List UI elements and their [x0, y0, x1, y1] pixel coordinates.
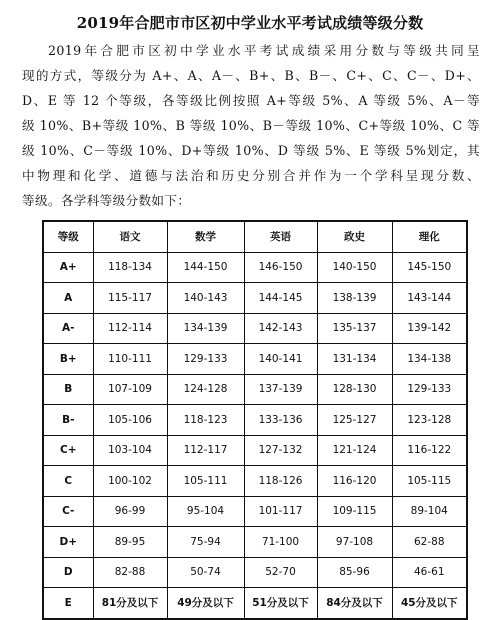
english-score-cell: 71-100 [244, 527, 317, 558]
chinese-score-cell: 112-114 [93, 313, 167, 344]
header-english: 英语 [244, 221, 317, 252]
chinese-score-cell: 89-95 [93, 527, 167, 558]
intro-line: 级 10%、B+等级 10%、B 等级 10%、B－等级 10%、C+等级 10%、C 等 [22, 118, 480, 133]
header-math: 数学 [167, 221, 244, 252]
politics-history-score-cell: 128-130 [317, 374, 392, 405]
physics-chemistry-score-cell: 116-122 [392, 435, 467, 466]
header-politics-history: 政史 [317, 221, 392, 252]
grade-cell: C [43, 466, 93, 497]
english-score-cell: 142-143 [244, 313, 317, 344]
table-row [43, 405, 467, 436]
math-score-cell: 144-150 [167, 252, 244, 283]
intro-line: 等级。各学科等级分数如下： [22, 193, 191, 208]
grade-cell: D [43, 557, 93, 588]
politics-history-score-cell: 138-139 [317, 283, 392, 314]
english-score-cell: 118-126 [244, 466, 317, 497]
physics-chemistry-score-cell: 139-142 [392, 313, 467, 344]
intro-line: 2019年合肥市区初中学业水平考试成绩采用分数与等级共同呈 [48, 43, 480, 58]
chinese-score-cell: 118-134 [93, 252, 167, 283]
politics-history-score-cell: 84分及以下 [317, 588, 392, 619]
physics-chemistry-score-cell: 123-128 [392, 405, 467, 436]
chinese-score-cell: 105-106 [93, 405, 167, 436]
physics-chemistry-score-cell: 89-104 [392, 496, 467, 527]
chinese-score-cell: 82-88 [93, 557, 167, 588]
english-score-cell: 133-136 [244, 405, 317, 436]
physics-chemistry-score-cell: 145-150 [392, 252, 467, 283]
politics-history-score-cell: 121-124 [317, 435, 392, 466]
header-chinese: 语文 [93, 221, 167, 252]
grade-cell: C- [43, 496, 93, 527]
english-score-cell: 146-150 [244, 252, 317, 283]
table-row [43, 557, 467, 588]
english-score-cell: 52-70 [244, 557, 317, 588]
intro-line: 现的方式，等级分为 A+、A、A－、B+、B、B－、C+、C、C－、D+、 [22, 68, 480, 83]
grade-cell: D+ [43, 527, 93, 558]
grade-cell: C+ [43, 435, 93, 466]
chinese-score-cell: 81分及以下 [93, 588, 167, 619]
intro-line: 级 10%、C－等级 10%、D+等级 10%、D 等级 5%、E 等级 5%划定，其 [22, 143, 480, 158]
grade-cell: A [43, 283, 93, 314]
table-body [43, 252, 467, 619]
chinese-score-cell: 103-104 [93, 435, 167, 466]
grade-cell: B+ [43, 344, 93, 375]
english-score-cell: 51分及以下 [244, 588, 317, 619]
english-score-cell: 127-132 [244, 435, 317, 466]
politics-history-score-cell: 85-96 [317, 557, 392, 588]
intro-line: D、E 等 12 个等级，各等级比例按照 A+等级 5%、A 等级 5%、A－等 [22, 93, 480, 108]
grade-cell: A+ [43, 252, 93, 283]
table-row [43, 252, 467, 283]
politics-history-score-cell: 135-137 [317, 313, 392, 344]
table-row [43, 588, 467, 619]
chinese-score-cell: 100-102 [93, 466, 167, 497]
math-score-cell: 124-128 [167, 374, 244, 405]
physics-chemistry-score-cell: 62-88 [392, 527, 467, 558]
chinese-score-cell: 96-99 [93, 496, 167, 527]
intro-line: 中物理和化学、道德与法治和历史分别合并作为一个学科呈现分数、 [22, 168, 480, 183]
math-score-cell: 134-139 [167, 313, 244, 344]
table-header-row [43, 221, 467, 252]
table-row [43, 313, 467, 344]
physics-chemistry-score-cell: 46-61 [392, 557, 467, 588]
math-score-cell: 140-143 [167, 283, 244, 314]
physics-chemistry-score-cell: 129-133 [392, 374, 467, 405]
math-score-cell: 118-123 [167, 405, 244, 436]
physics-chemistry-score-cell: 105-115 [392, 466, 467, 497]
grade-cell: E [43, 588, 93, 619]
grade-cell: B- [43, 405, 93, 436]
table-row [43, 374, 467, 405]
chinese-score-cell: 110-111 [93, 344, 167, 375]
math-score-cell: 49分及以下 [167, 588, 244, 619]
math-score-cell: 50-74 [167, 557, 244, 588]
math-score-cell: 129-133 [167, 344, 244, 375]
document-title: 2019年合肥市市区初中学业水平考试成绩等级分数 [76, 14, 424, 32]
math-score-cell: 105-111 [167, 466, 244, 497]
grade-cell: A- [43, 313, 93, 344]
chinese-score-cell: 115-117 [93, 283, 167, 314]
math-score-cell: 112-117 [167, 435, 244, 466]
header-grade: 等级 [43, 221, 93, 252]
politics-history-score-cell: 140-150 [317, 252, 392, 283]
politics-history-score-cell: 131-134 [317, 344, 392, 375]
english-score-cell: 101-117 [244, 496, 317, 527]
table-row [43, 466, 467, 497]
english-score-cell: 140-141 [244, 344, 317, 375]
grade-score-table [42, 220, 468, 620]
table-row [43, 435, 467, 466]
physics-chemistry-score-cell: 134-138 [392, 344, 467, 375]
grade-cell: B [43, 374, 93, 405]
table-row [43, 344, 467, 375]
header-physics-chemistry: 理化 [392, 221, 467, 252]
math-score-cell: 75-94 [167, 527, 244, 558]
chinese-score-cell: 107-109 [93, 374, 167, 405]
math-score-cell: 95-104 [167, 496, 244, 527]
politics-history-score-cell: 116-120 [317, 466, 392, 497]
politics-history-score-cell: 97-108 [317, 527, 392, 558]
politics-history-score-cell: 125-127 [317, 405, 392, 436]
table-row [43, 527, 467, 558]
politics-history-score-cell: 109-115 [317, 496, 392, 527]
physics-chemistry-score-cell: 143-144 [392, 283, 467, 314]
table-row [43, 496, 467, 527]
english-score-cell: 137-139 [244, 374, 317, 405]
english-score-cell: 144-145 [244, 283, 317, 314]
table-row [43, 283, 467, 314]
intro-paragraph [22, 38, 480, 213]
physics-chemistry-score-cell: 45分及以下 [392, 588, 467, 619]
